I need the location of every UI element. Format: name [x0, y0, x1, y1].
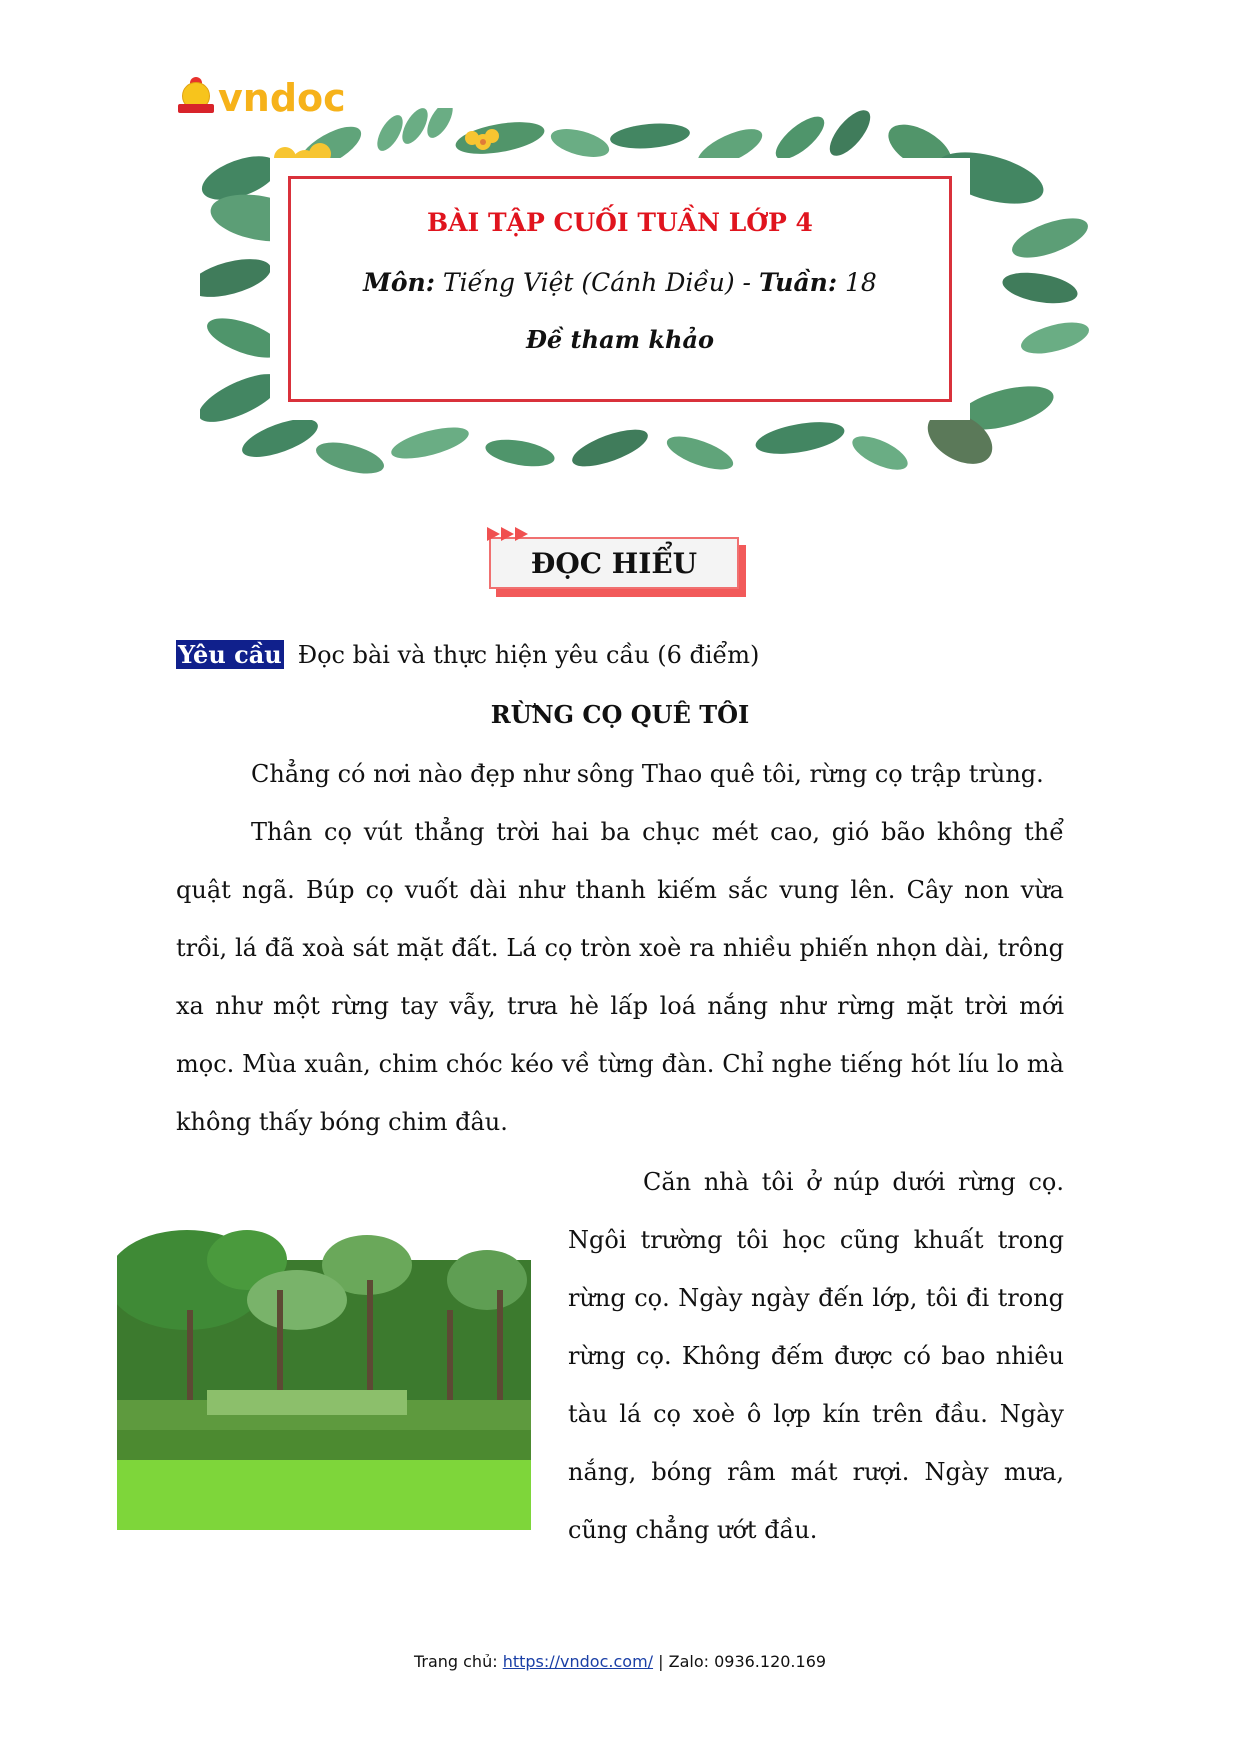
story-title: RỪNG CỌ QUÊ TÔI: [490, 700, 750, 729]
reference-label: Đề tham khảo: [525, 325, 715, 354]
requirement-text: Đọc bài và thực hiện yêu cầu (6 điểm): [297, 640, 760, 669]
subject-value: Tiếng Việt (Cánh Diều) -: [442, 268, 759, 297]
requirement-line: [176, 640, 759, 669]
section-heading-text: ĐỌC HIỂU: [530, 546, 698, 580]
logo-text: vndoc: [218, 76, 346, 120]
story-paragraph-1: Chẳng có nơi nào đẹp như sông Thao quê tôi, rừng cọ trập trùng.: [251, 760, 1044, 788]
worksheet-title: BÀI TẬP CUỐI TUẦN LỚP 4: [427, 208, 813, 237]
triple-arrow-icon: [487, 527, 529, 541]
footer-separator: |: [653, 1652, 669, 1671]
footer-zalo: Zalo: 0936.120.169: [668, 1652, 827, 1671]
requirement-tag: Yêu cầu: [178, 640, 282, 669]
palm-forest-photo: [117, 1190, 531, 1530]
footer-home-label: Trang chủ:: [413, 1652, 503, 1671]
page-footer: [0, 1652, 1240, 1671]
week-label: Tuần:: [758, 268, 838, 297]
story-paragraph-3: Căn nhà tôi ở núp dưới rừng cọ. Ngôi trường tôi học cũng khuất trong rừng cọ. Ngày ngày đến lớp, tôi đi trong rừng cọ. Không đếm được có bao nhiêu tàu lá cọ xoè ô lợp kín trên đầu. Ngày nắng, bóng râm mát rượi. Ngày mưa, cũng chẳng ướt đầu.: [568, 1168, 1064, 1544]
footer-home-link[interactable]: https://vndoc.com/: [502, 1652, 654, 1671]
week-value: 18: [845, 268, 877, 297]
subject-label: Môn:: [363, 268, 435, 297]
section-heading: [489, 537, 739, 589]
subject-line: [288, 268, 952, 297]
story-paragraph-2: Thân cọ vút thẳng trời hai ba chục mét cao, gió bão không thể quật ngã. Búp cọ vuốt dài như thanh kiếm sắc vung lên. Cây non vừa trồi, lá đã xoà sát mặt đất. Lá cọ tròn xoè ra nhiều phiến nhọn dài, trông xa như một rừng tay vẫy, trưa hè lấp loá nắng như rừng mặt trời mới mọc. Mùa xuân, chim chóc kéo về từng đàn. Chỉ nghe tiếng hót líu lo mà không thấy bóng chim đâu.: [176, 818, 1064, 1136]
